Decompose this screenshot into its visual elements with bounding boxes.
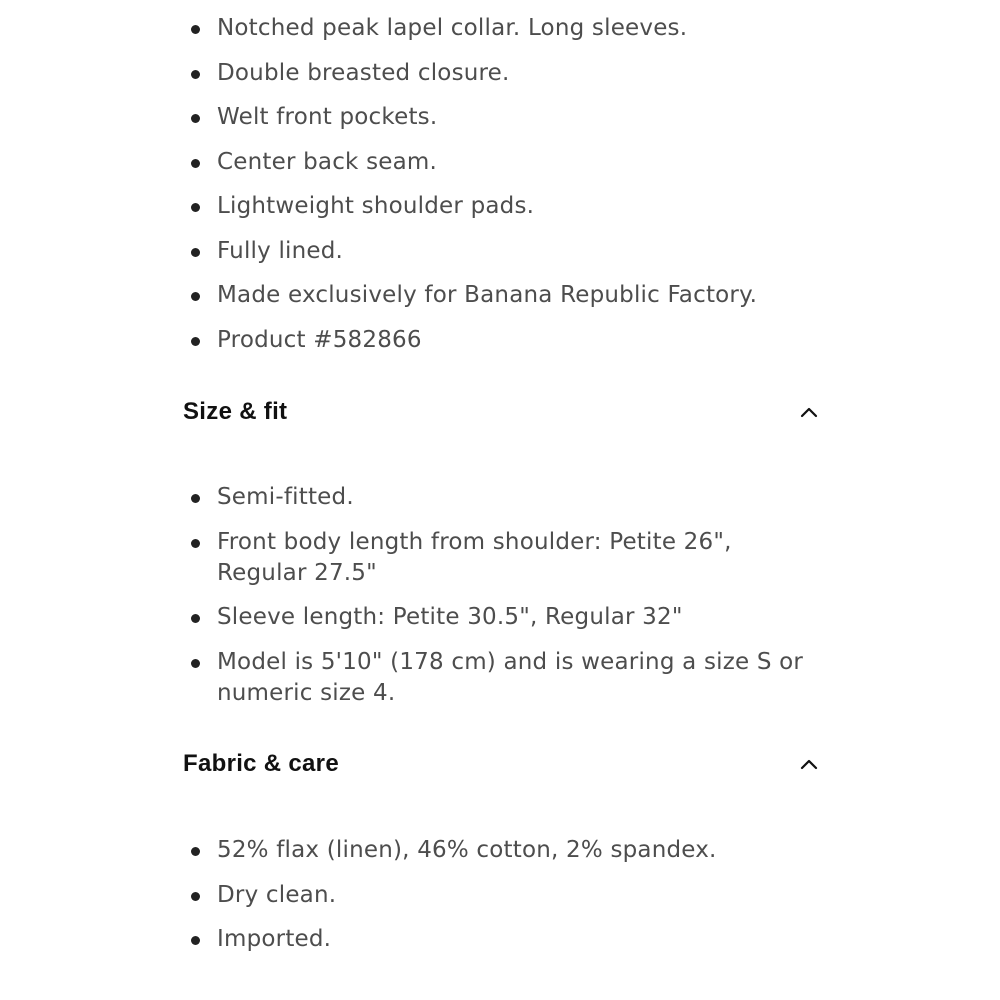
bullet-dot xyxy=(191,114,200,123)
list-item xyxy=(183,527,823,589)
list-item xyxy=(183,236,757,267)
chevron-up-icon[interactable] xyxy=(798,753,820,775)
list-item xyxy=(183,13,757,44)
list-item-text: Sleeve length: Petite 30.5", Regular 32" xyxy=(217,604,683,630)
bullet-dot xyxy=(191,494,200,503)
list-item-text: Notched peak lapel collar. Long sleeves. xyxy=(217,15,688,41)
list-item-text: Product #582866 xyxy=(217,326,422,353)
list-item-text: Lightweight shoulder pads. xyxy=(217,193,535,219)
fabric-care-accordion-header[interactable] xyxy=(183,744,823,784)
list-item-text: Center back seam. xyxy=(217,148,438,175)
bullet-dot xyxy=(191,25,200,34)
bullet-dot xyxy=(191,248,200,257)
bullet-dot xyxy=(191,892,200,901)
list-item xyxy=(183,58,757,89)
list-item-text: Model is 5'10" (178 cm) and is wearing a size S or numeric size 4. xyxy=(217,648,804,706)
fabric-care-title: Fabric & care xyxy=(183,750,339,777)
list-item-text: Semi-fitted. xyxy=(217,484,354,510)
bullet-dot xyxy=(191,614,200,623)
list-item-text: 52% flax (linen), 46% cotton, 2% spandex. xyxy=(217,837,717,863)
chevron-up-icon[interactable] xyxy=(798,401,820,423)
details-list xyxy=(183,13,757,369)
list-item-text: Front body length from shoulder: Petite 26", Regular 27.5" xyxy=(217,528,732,586)
bullet-dot xyxy=(191,337,200,346)
bullet-dot xyxy=(191,847,200,856)
list-item xyxy=(183,880,717,911)
bullet-dot xyxy=(191,203,200,212)
list-item xyxy=(183,482,823,513)
list-item xyxy=(183,924,717,955)
list-item xyxy=(183,647,823,709)
list-item xyxy=(183,280,757,311)
bullet-dot xyxy=(191,70,200,79)
list-item-text: Welt front pockets. xyxy=(217,104,438,130)
bullet-dot xyxy=(191,539,200,548)
list-item-text: Fully lined. xyxy=(217,237,344,264)
size-fit-title: Size & fit xyxy=(183,398,288,425)
list-item xyxy=(183,147,757,178)
list-item-text: Dry clean. xyxy=(217,881,337,908)
bullet-dot xyxy=(191,936,200,945)
fabric-care-list xyxy=(183,835,717,969)
size-fit-list xyxy=(183,482,823,722)
bullet-dot xyxy=(191,159,200,168)
list-item xyxy=(183,325,757,356)
list-item-text: Imported. xyxy=(217,926,332,952)
list-item xyxy=(183,191,757,222)
size-fit-accordion-header[interactable] xyxy=(183,392,823,432)
list-item-text: Double breasted closure. xyxy=(217,59,510,86)
list-item xyxy=(183,835,717,866)
bullet-dot xyxy=(191,659,200,668)
bullet-dot xyxy=(191,292,200,301)
list-item xyxy=(183,102,757,133)
list-item-text: Made exclusively for Banana Republic Factory. xyxy=(217,282,758,308)
list-item xyxy=(183,602,823,633)
